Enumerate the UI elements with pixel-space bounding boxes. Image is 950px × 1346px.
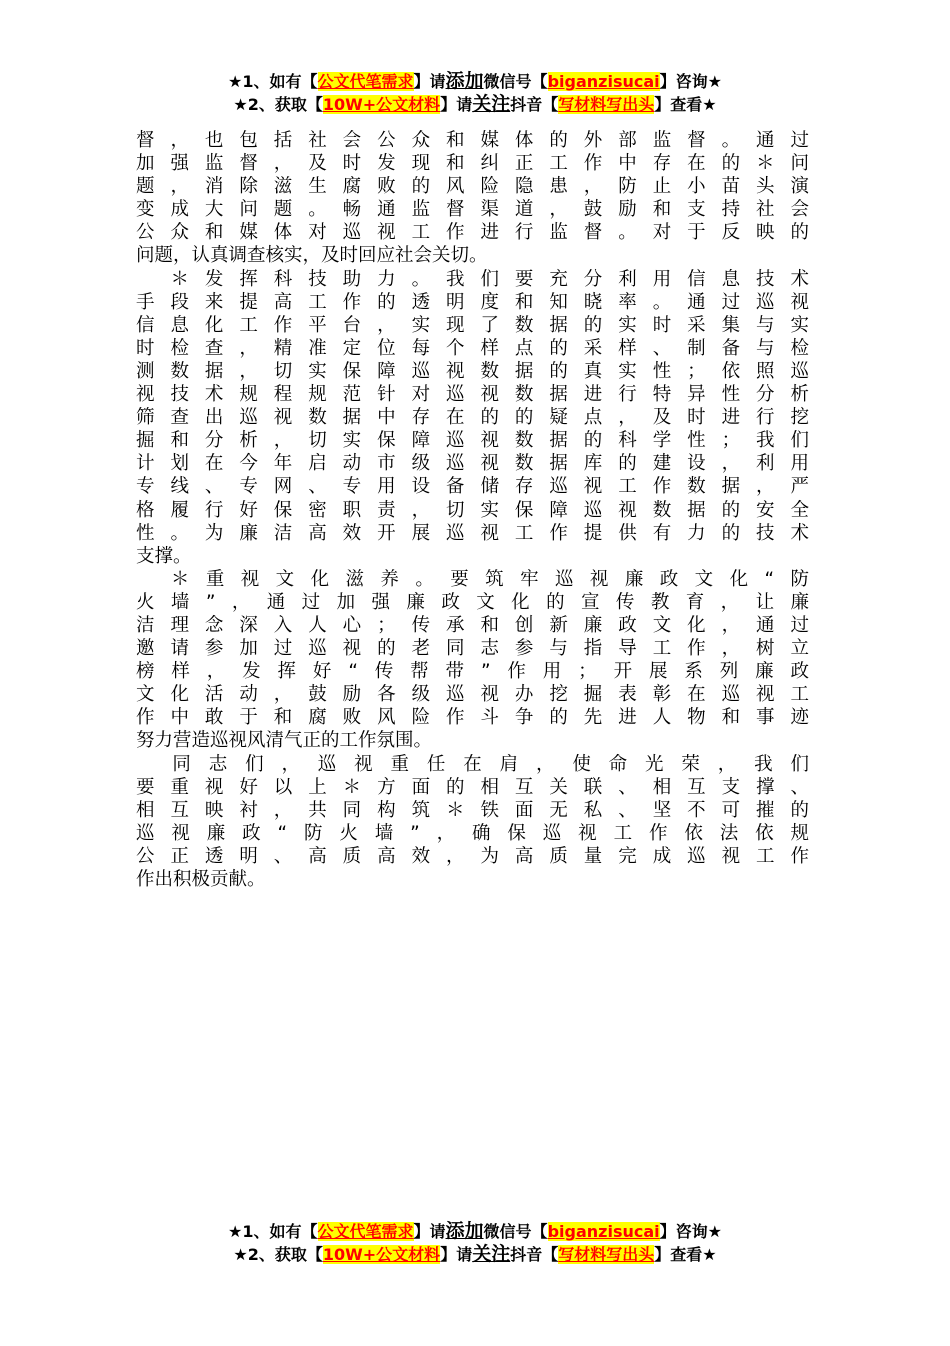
document-body xyxy=(136,129,809,891)
text-line: 邀请参加过巡视的老同志参与指导工作，树立 xyxy=(136,638,809,660)
banner-text: ★1、如有【 xyxy=(228,72,318,91)
banner-text: 】咨询★ xyxy=(659,1222,722,1241)
text-line: 测数据，切实保障巡视数据的真实性；依照巡 xyxy=(136,360,809,382)
banner-text: 】请 xyxy=(413,72,446,91)
text-line: 时检查，精准定位每个样点的采样、制备与检 xyxy=(136,337,809,359)
text-line: 掘和分析，切实保障巡视数据的科学性；我们 xyxy=(136,430,809,452)
text-line: 视技术规程规范针对巡视数据进行特异性分析 xyxy=(136,384,809,406)
banner-line-1 xyxy=(0,70,950,93)
text-line: 公众和媒体对巡视工作进行监督。对于反映的 xyxy=(136,222,809,244)
service-highlight: 公文代笔需求 xyxy=(317,72,414,91)
banner-text: 】请 xyxy=(413,1222,446,1241)
banner-emphasis: 添加 xyxy=(445,1220,484,1242)
wechat-id-highlight: biganzisucai xyxy=(547,72,660,91)
text-line: 格履行好保密职责，切实保障巡视数据的安全 xyxy=(136,499,809,521)
text-line: 同志们，巡视重任在肩，使命光荣，我们 xyxy=(136,753,809,775)
text-line: 问题，认真调查核实，及时回应社会关切。 xyxy=(136,245,488,267)
banner-text: 】查看★ xyxy=(654,1245,717,1264)
text-line: 信息化工作平台，实现了数据的实时采集与实 xyxy=(136,314,809,336)
banner-text: 抖音【 xyxy=(510,95,559,114)
text-line: 洁理念深入人心；传承和创新廉政文化，通过 xyxy=(136,614,809,636)
text-line: ＊重视文化滋养。要筑牢巡视廉政文化“防 xyxy=(136,568,809,590)
text-line: 手段来提高工作的透明度和知晓率。通过巡视 xyxy=(136,291,809,313)
text-line: 火墙”，通过加强廉政文化的宣传教育，让廉 xyxy=(136,591,809,613)
text-line: 作出积极贡献。 xyxy=(136,869,266,890)
text-line: 题，消除滋生腐败的风险隐患，防止小苗头演 xyxy=(136,176,809,198)
text-line: 筛查出巡视数据中存在的的疑点，及时进行挖 xyxy=(136,407,809,429)
banner-text: 】请 xyxy=(440,1245,473,1264)
text-line: 要重视好以上＊方面的相互关联、相互支撑、 xyxy=(136,776,809,798)
banner-text: 】请 xyxy=(440,95,473,114)
banner-line-1 xyxy=(0,1220,950,1243)
banner-emphasis: 添加 xyxy=(445,70,484,92)
text-line: 支撑。 xyxy=(136,545,192,567)
text-line: 作中敢于和腐败风险作斗争的先进人物和事迹 xyxy=(136,707,809,729)
text-line: 变成大问题。畅通监督渠道，鼓励和支持社会 xyxy=(136,199,809,221)
banner-text: 】查看★ xyxy=(654,95,717,114)
banner-emphasis: 关注 xyxy=(472,1243,511,1265)
text-line: 努力营造巡视风清气正的工作氛围。 xyxy=(136,730,433,752)
banner-emphasis: 关注 xyxy=(472,93,511,115)
text-line: 文化活动，鼓励各级巡视办挖掘表彰在巡视工 xyxy=(136,684,809,706)
banner-line-2 xyxy=(0,1243,950,1266)
banner-text: 抖音【 xyxy=(510,1245,559,1264)
banner-line-2 xyxy=(0,93,950,116)
banner-text: 微信号【 xyxy=(483,1222,548,1241)
text-line: 计划在今年启动市级巡视数据库的建设，利用 xyxy=(136,453,809,475)
douyin-account-highlight: 写材料写出头 xyxy=(558,1245,655,1264)
text-line: 督，也包括社会公众和媒体的外部监督。通过 xyxy=(136,130,809,151)
banner-text: ★2、获取【 xyxy=(233,1245,323,1264)
banner-text: ★2、获取【 xyxy=(233,95,323,114)
materials-highlight: 10W+公文材料 xyxy=(322,95,441,114)
header-banner xyxy=(0,70,950,116)
banner-text: ★1、如有【 xyxy=(228,1222,318,1241)
banner-text: 微信号【 xyxy=(483,72,548,91)
banner-text: 】咨询★ xyxy=(659,72,722,91)
footer-banner xyxy=(0,1220,950,1266)
text-line: 加强监督，及时发现和纠正工作中存在的＊问 xyxy=(136,153,809,175)
text-line: 相互映衬，共同构筑＊铁面无私、坚不可摧的 xyxy=(136,799,809,821)
text-line: 巡视廉政“防火墙”，确保巡视工作依法依规 xyxy=(136,822,809,844)
wechat-id-highlight: biganzisucai xyxy=(547,1222,660,1241)
materials-highlight: 10W+公文材料 xyxy=(322,1245,441,1264)
douyin-account-highlight: 写材料写出头 xyxy=(558,95,655,114)
text-line: 榜样，发挥好“传帮带”作用；开展系列廉政 xyxy=(136,661,809,683)
text-line: 公正透明、高质高效，为高质量完成巡视工作 xyxy=(136,845,809,867)
service-highlight: 公文代笔需求 xyxy=(317,1222,414,1241)
text-line: ＊发挥科技助力。我们要充分利用信息技术 xyxy=(136,268,809,290)
text-line: 专线、专网、专用设备储存巡视工作数据，严 xyxy=(136,476,809,498)
text-line: 性。为廉洁高效开展巡视工作提供有力的技术 xyxy=(136,522,809,544)
